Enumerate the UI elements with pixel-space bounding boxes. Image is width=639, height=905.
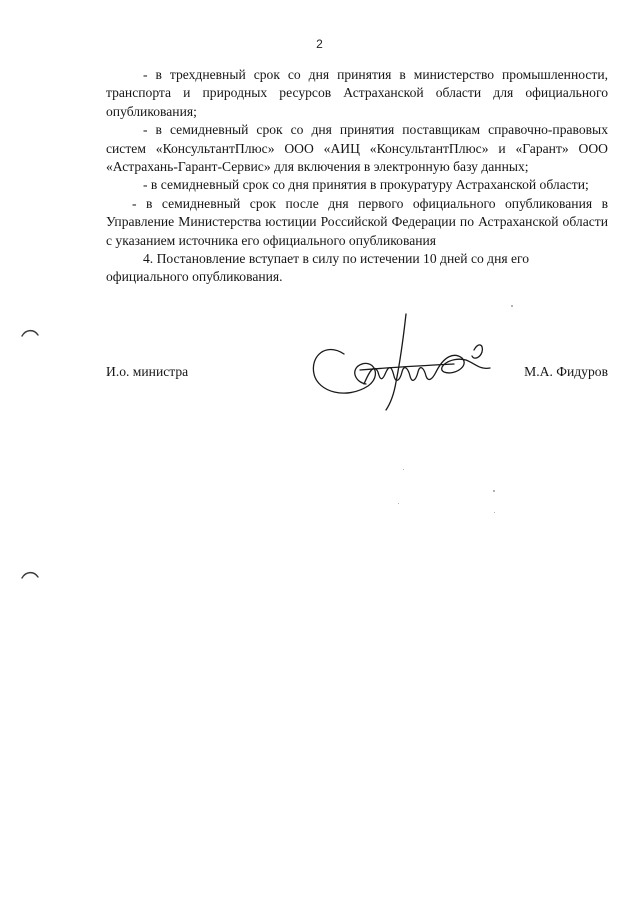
punch-hole-mark-icon [20, 568, 40, 582]
scan-speck [398, 503, 399, 504]
scan-speck [403, 469, 404, 470]
distribution-item-prosecutor: - в семидневный срок со дня принятия в прокуратуру Астраханской области; [143, 177, 589, 193]
distribution-item-legal-systems: - в семидневный срок со дня принятия поставщикам справочно-правовых систем «КонсультантПлюс» ООО «АИЦ «КонсультантПлюс» и «Гарант» ООО «Астрахань-Гарант-Сервис» для включения в электронную базу данных; [106, 122, 608, 175]
document-body [106, 66, 608, 287]
scan-speck [493, 490, 495, 492]
scan-speck [494, 512, 495, 513]
scan-speck [511, 305, 513, 307]
distribution-item-justice-ministry: - в семидневный срок после дня первого официального опубликования в Управление Министерства юстиции Российской Федерации по Астраханской области с указанием источника его официального опубликования [106, 195, 608, 248]
signatory-name: М.А. Фидуров [524, 364, 608, 379]
clause-effective-date: 4. Постановление вступает в силу по истечении 10 дней со дня его официального опубликования. [106, 251, 530, 285]
page-number: 2 [316, 37, 323, 51]
punch-hole-mark-icon [20, 326, 40, 340]
handwritten-signature-icon [304, 312, 494, 414]
signatory-title: И.о. министра [106, 364, 189, 379]
distribution-item-ministry: - в трехдневный срок со дня принятия в министерство промышленности, транспорта и природных ресурсов Астраханской области для официального опубликования; [106, 67, 608, 119]
